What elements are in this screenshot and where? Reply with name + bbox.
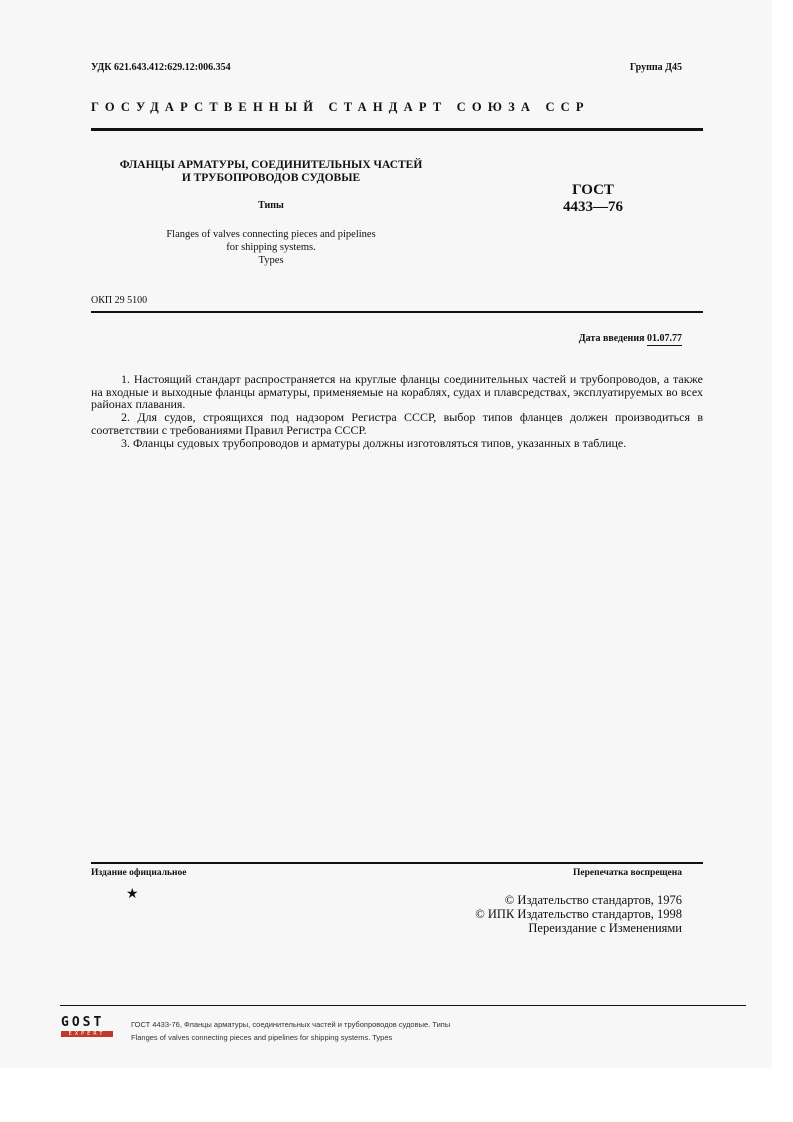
intro-date-label: Дата введения [578,333,645,344]
gost-designation [548,182,638,216]
copyright-1998: © ИПК Издательство стандартов, 1998 [475,907,682,921]
star-icon: ★ [126,887,139,902]
title-types: Типы [258,200,284,211]
body-text [91,373,703,449]
okp-rule [91,311,703,313]
logo-text-gost: GOST [61,1015,105,1030]
paragraph-3: 3. Фланцы судовых трубопроводов и арматуры должны изготовляться типов, указанных в таблице. [121,435,627,450]
footer-line-ru: ГОСТ 4433-76, Фланцы арматуры, соединительных частей и трубопроводов судовые. Типы [131,1020,451,1029]
paragraph-2: 2. Для судов, строящихся под надзором Регистра СССР, выбор типов фланцев должен производиться в соответствии с требованиями Правил Регистра СССР. [91,410,703,437]
copyright-1976: © Издательство стандартов, 1976 [504,893,682,907]
footer-rule [60,1005,746,1006]
english-title-line-3: Types [258,255,284,266]
footer-line-en: Flanges of valves connecting pieces and pipelines for shipping systems. Types [131,1033,393,1042]
official-edition: Издание официальное [91,868,187,878]
reprint-prohibited: Перепечатка воспрещена [572,868,682,878]
logo-text-expert: EXPERT [61,1031,113,1037]
intro-date [579,333,682,344]
copyright-block [475,893,682,935]
standard-banner: ГОСУДАРСТВЕННЫЙ СТАНДАРТ СОЮЗА ССР [91,100,590,114]
intro-date-value: 01.07.77 [647,333,682,344]
english-title [91,228,451,267]
gost-expert-logo [61,1016,113,1037]
banner-rule [91,128,703,131]
gost-label: ГОСТ [572,182,614,198]
title-line-1: ФЛАНЦЫ АРМАТУРЫ, СОЕДИНИТЕЛЬНЫХ ЧАСТЕЙ [119,159,423,171]
title-line-2: И ТРУБОПРОВОДОВ СУДОВЫЕ [181,172,361,184]
english-title-line-2: for shipping systems. [226,242,316,253]
footer-caption [131,1018,450,1044]
bottom-rule [91,862,703,864]
document-title [91,159,451,185]
reissue-note: Переиздание с Изменениями [528,921,682,935]
gost-number: 4433—76 [563,199,623,215]
udk-code: УДК 621.643.412:629.12:006.354 [91,62,231,73]
okp-code: ОКП 29 5100 [91,295,148,306]
group-code: Группа Д45 [629,62,682,73]
paragraph-1: 1. Настоящий стандарт распространяется на круглые фланцы соединительных частей и трубопроводов, а также на входные и выходные фланцы арматуры, применяемые на кораблях, судах и плавсредствах, эксплуатируемых во всех районах плавания. [91,372,703,412]
english-title-line-1: Flanges of valves connecting pieces and pipelines [166,229,376,240]
